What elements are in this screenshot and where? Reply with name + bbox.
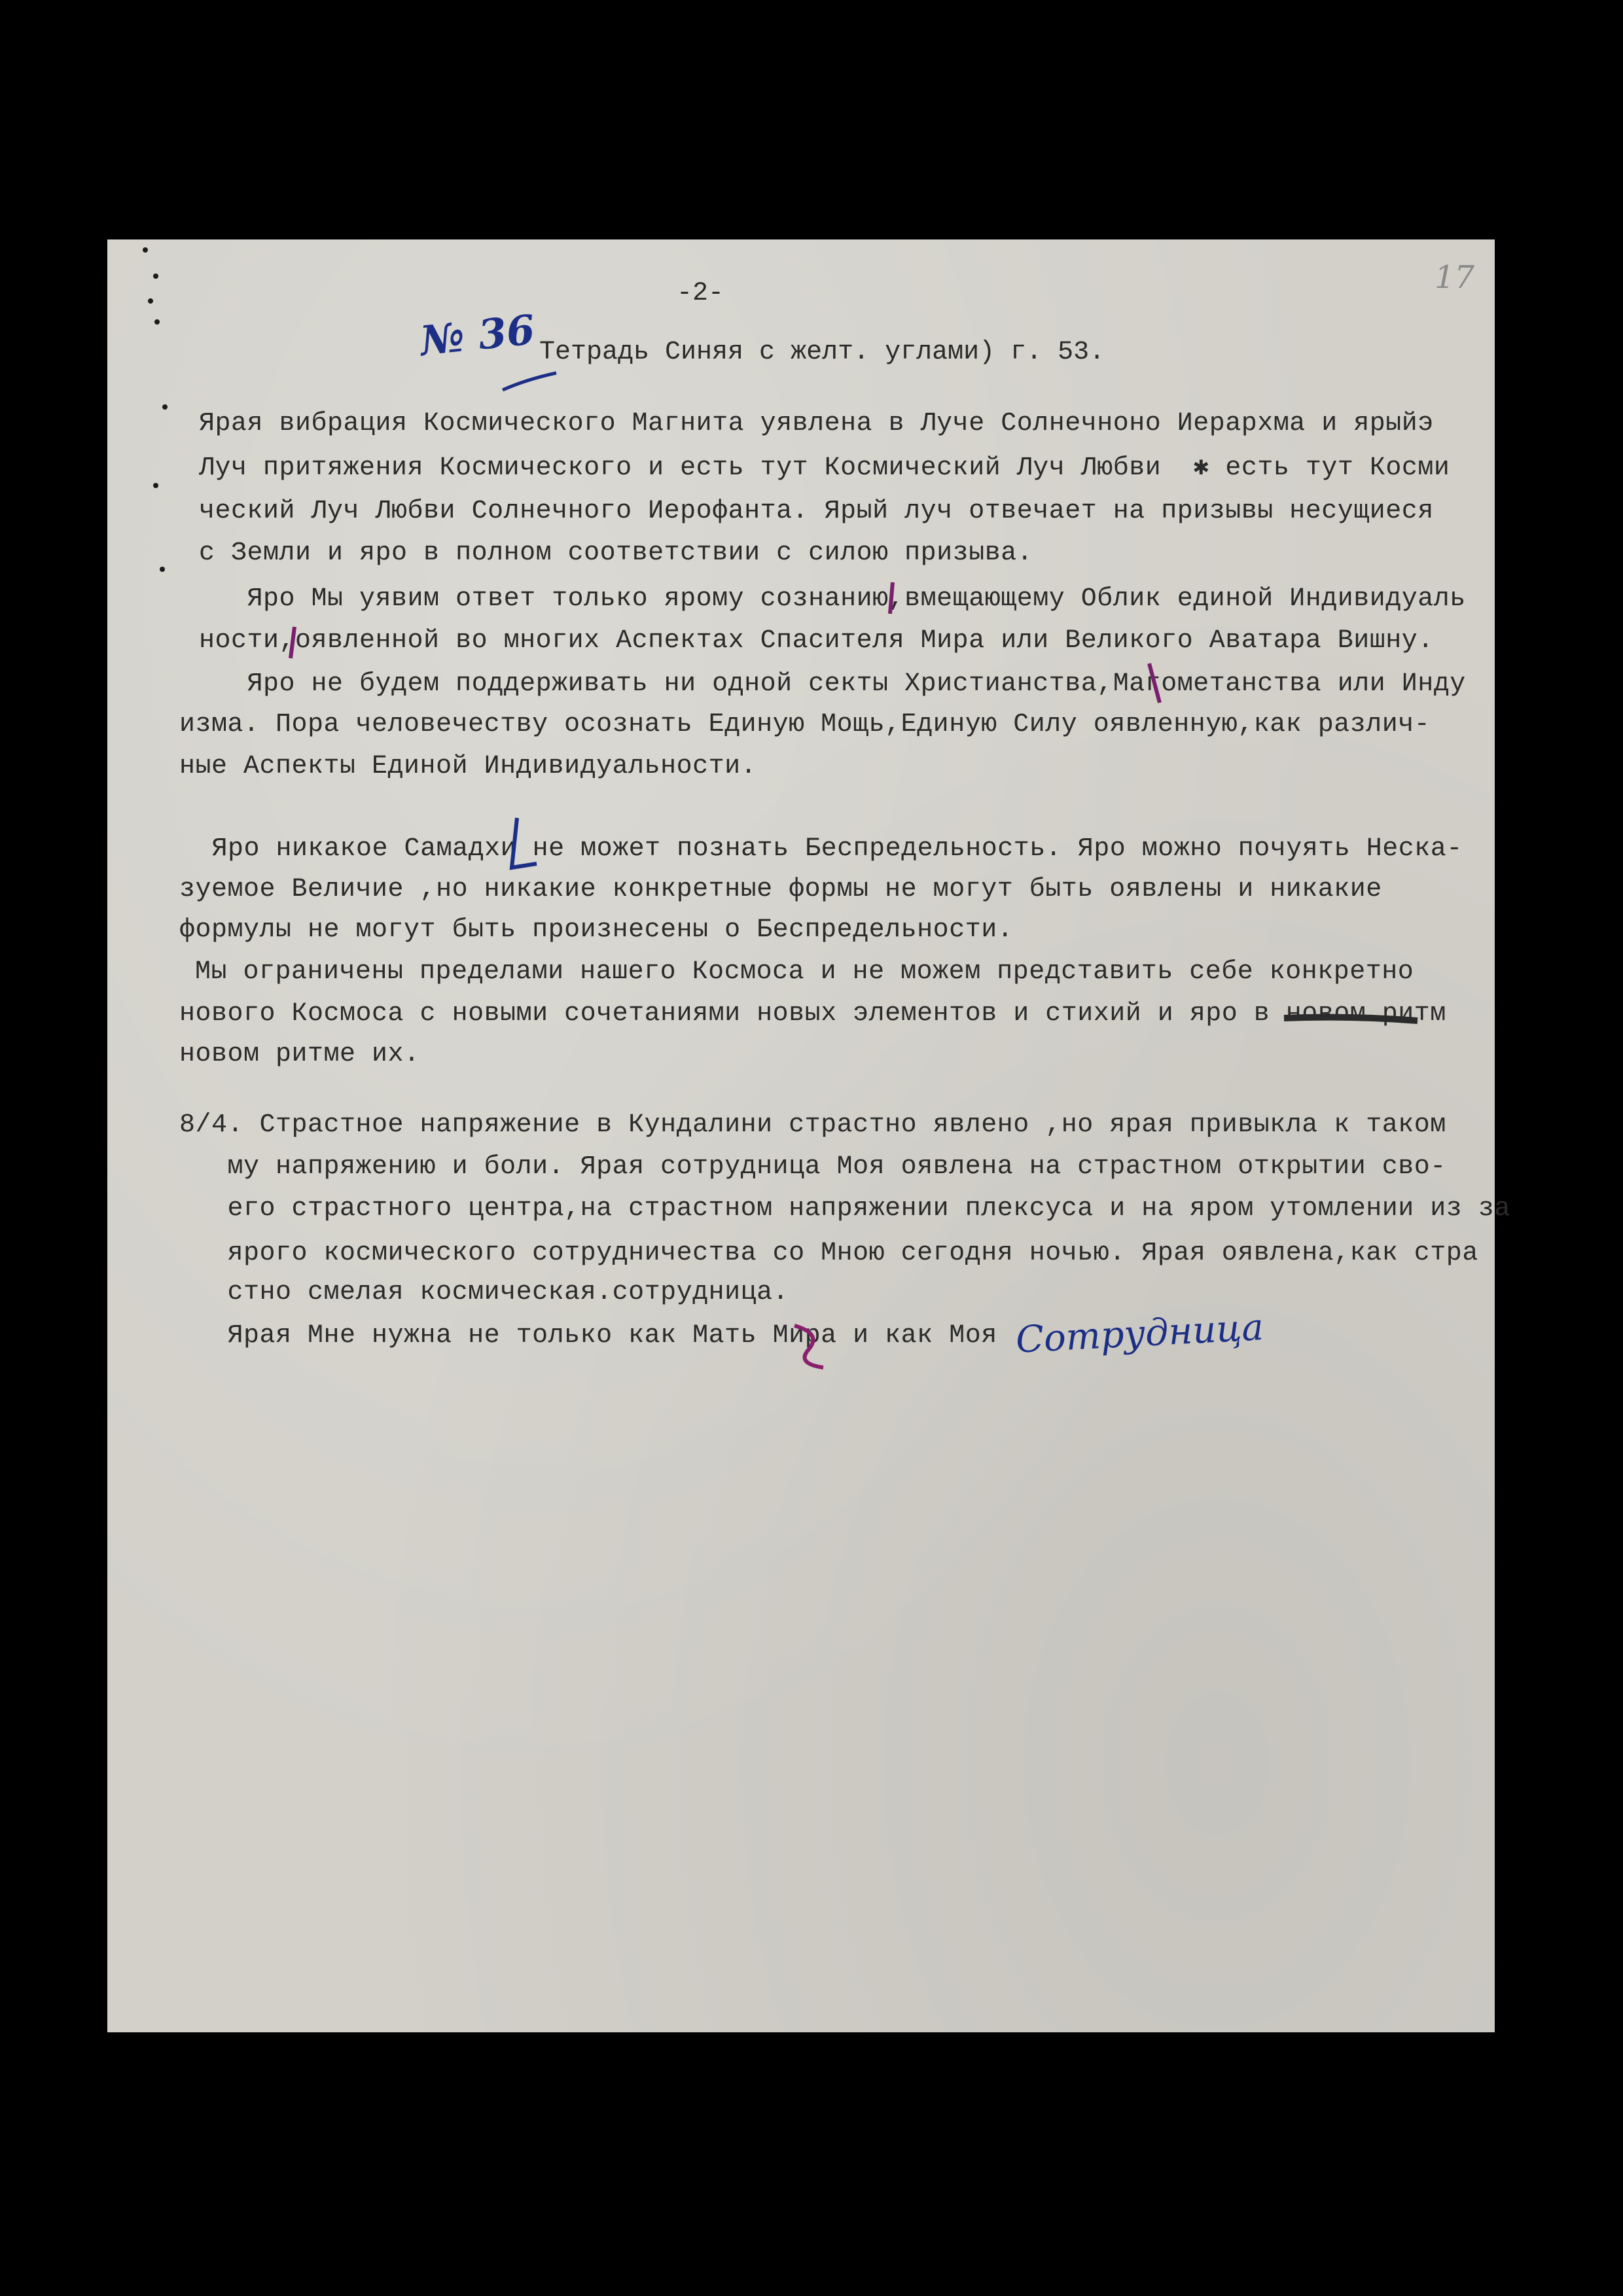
correction-mark [789,1320,829,1373]
text-line: Яро не будем поддерживать ни одной секты Христианства,Магометанства или Инду [199,669,1466,699]
text-line: Ярая вибрация Космического Магнита уявлена в Луче Солнечноно Иерархма и ярыйэ [199,409,1434,438]
notebook-title: Тетрадь Синяя с желт. углами) г. 53. [539,338,1105,367]
comma-mark [285,623,301,662]
margin-mark [154,319,160,325]
margin-mark [153,274,158,279]
header-underline [500,370,559,397]
text-line: Яро Мы уявим ответ только ярому сознанию,вмещающему Облик единой Индивидуаль [199,584,1466,614]
comma-mark [883,580,899,619]
text-line: зуемое Величие ,но никакие конкретные формы не могут быть оявлены и никакие [179,875,1382,904]
margin-mark [162,404,168,410]
insertion-mark [500,815,539,887]
text-line: Мы ограничены пределами нашего Космоса и не можем представить себе конкретно [195,957,1414,987]
text-line: изма. Пора человечеству осознать Единую Мощь,Единую Силу оявленную,как различ- [179,710,1431,739]
comma-mark [1145,661,1165,707]
text-line: формулы не могут быть произнесены о Беспредельности. [179,915,1014,945]
text-line: му напряжению и боли. Ярая сотрудница Моя оявлена на страстном открытии сво- [179,1152,1446,1182]
text-line: ческий Луч Любви Солнечного Иерофанта. Ярый луч отвечает на призывы несущиеся [199,497,1434,526]
text-line: Яро никакое Самадхи не может познать Беспредельность. Яро можно почуять Неска- [164,834,1463,864]
notebook-number: № 36 [418,306,537,365]
text-line: нового Космоса с новыми сочетаниями новых элементов и стихий и яро в новом ритм [179,999,1446,1029]
handwritten-signature: Сотрудница [1014,1306,1265,1362]
text-line: новом ритме их. [179,1040,420,1069]
margin-mark [153,483,158,488]
margin-mark [148,298,153,304]
text-line: стно смелая космическая.сотрудница. [179,1278,789,1307]
text-line: ные Аспекты Единой Индивидуальности. [179,752,757,781]
text-line: ности,оявленной во многих Аспектах Спасителя Мира или Великого Аватара Вишну. [199,626,1434,656]
margin-mark [160,567,165,572]
text-line: его страстного центра,на страстном напряжении плексуса и на яром утомлении из за [179,1194,1510,1224]
text-line: 8/4. Страстное напряжение в Кундалини страстно явлено ,но ярая привыкла к таком [179,1110,1446,1140]
page-number: -2- [677,279,724,308]
archive-number: 17 [1435,259,1475,296]
text-line: Луч притяжения Космического и есть тут Космический Луч Любви ✱ есть тут Косми [199,453,1450,483]
document-page [107,239,1510,2032]
margin-mark [143,247,148,253]
text-line: с Земли и яро в полном соответствии с силою призыва. [199,539,1033,568]
text-line: Ярая Мне нужна не только как Мать Мира и как Моя [179,1321,997,1351]
text-line: ярого космического сотрудничества со Мною сегодня ночью. Ярая оявлена,как стра [179,1239,1478,1268]
strikethrough-mark [1283,1009,1420,1029]
